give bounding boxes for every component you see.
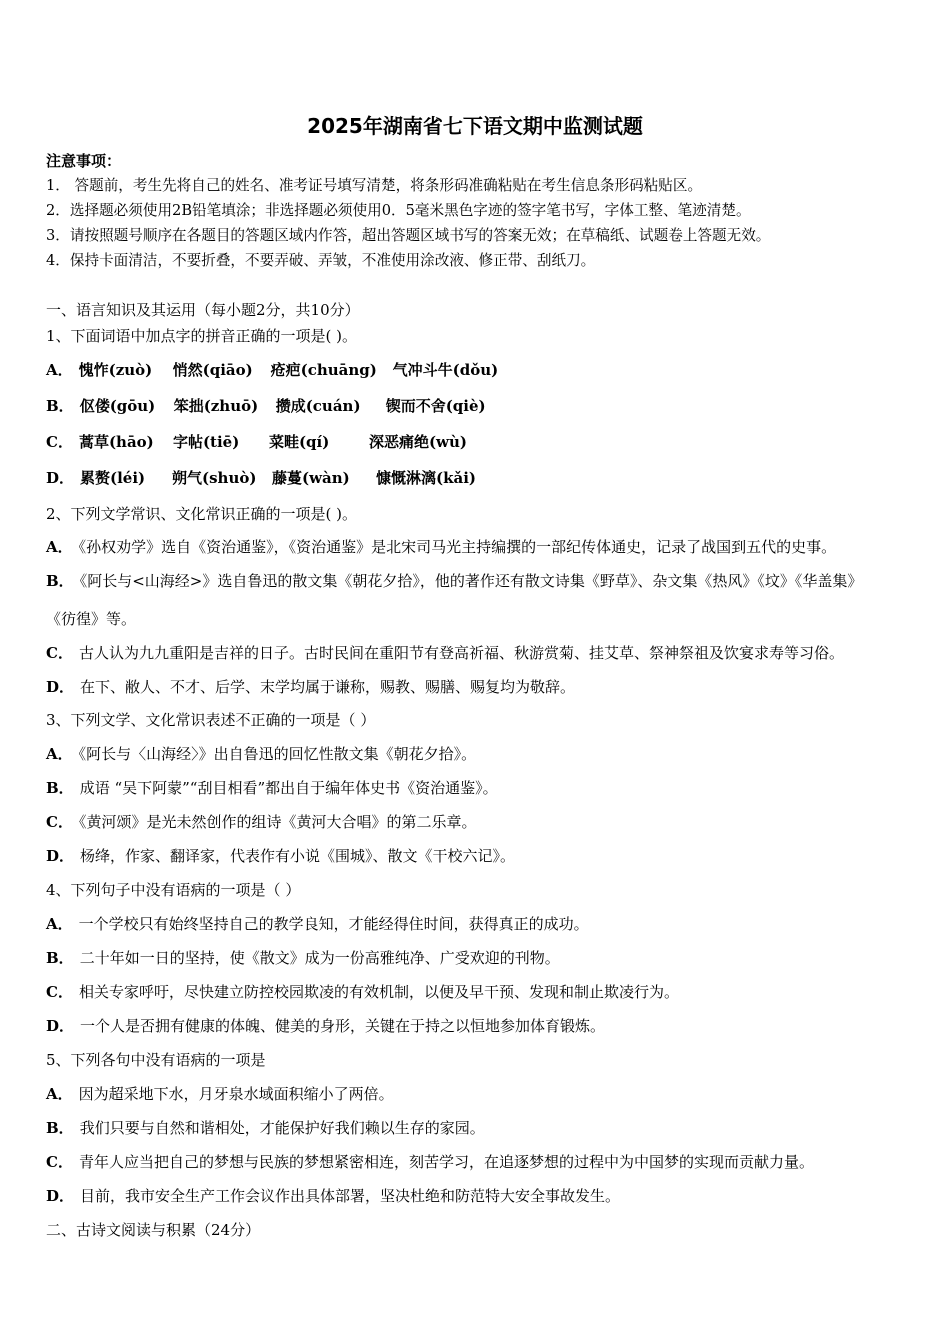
q1-option-d[interactable] (46, 468, 476, 488)
option-term: 笨拙(zhuō) (173, 397, 259, 415)
option-label: A． (46, 1085, 73, 1103)
section-1-heading: 一、语言知识及其运用（每小题2分，共10分） (46, 301, 360, 319)
option-term: 锲而不舍(qiè) (385, 397, 486, 415)
q4-option-d[interactable] (46, 1016, 605, 1036)
option-text: 目前，我市安全生产工作会议作出具体部署，坚决杜绝和防范特大安全事故发生。 (80, 1187, 621, 1205)
q3-option-b[interactable] (46, 778, 498, 798)
option-text: 我们只要与自然和谐相处，才能保护好我们赖以生存的家园。 (79, 1119, 485, 1137)
q2-option-c[interactable] (46, 643, 844, 663)
option-term: 疮疤(chuāng) (270, 361, 377, 379)
option-term: 累赘(léi) (80, 469, 146, 487)
option-term: 菜畦(qí) (268, 433, 330, 451)
option-label: A． (46, 361, 73, 379)
option-term: 朔气(shuò) (172, 469, 257, 487)
option-text: 《阿长与〈山海经〉》出自鲁迅的回忆性散文集《朝花夕拾》。 (78, 745, 477, 763)
option-text: 一个人是否拥有健康的体魄、健美的身形，关键在于持之以恒地参加体育锻炼。 (80, 1017, 606, 1035)
option-label: D． (46, 847, 75, 865)
option-term: 深恶痛绝(wù) (368, 433, 467, 451)
option-text: 青年人应当把自己的梦想与民族的梦想紧密相连，刻苦学习，在追逐梦想的过程中为中国梦的实现而贡献力量。 (78, 1153, 814, 1171)
q1-option-c[interactable] (46, 432, 467, 452)
option-label: A． (46, 745, 73, 763)
question-3-stem: 3、下列文学、文化常识表述不正确的一项是（ ） (46, 711, 376, 729)
option-text: 因为超采地下水，月牙泉水域面积缩小了两倍。 (78, 1085, 394, 1103)
page-title: 2025年湖南省七下语文期中监测试题 (307, 114, 643, 138)
option-label: B． (46, 949, 74, 967)
option-term: 字帖(tiē) (172, 433, 240, 451)
option-label: A． (46, 538, 73, 556)
question-4-stem: 4、下列句子中没有语病的一项是（ ） (46, 881, 301, 899)
option-label: B． (46, 397, 74, 415)
question-5-stem: 5、下列各句中没有语病的一项是 (46, 1051, 266, 1069)
option-term: 悄然(qiāo) (172, 361, 253, 379)
option-label: B． (46, 779, 74, 797)
q1-option-a[interactable] (46, 360, 498, 380)
option-term: 气冲斗牛(dǒu) (392, 361, 499, 379)
q2-option-d[interactable] (46, 677, 575, 697)
option-text: 《孙权劝学》选自《资治通鉴》，《资治通鉴》是北宋司马光主持编撰的一部纪传体通史，记录了战国到五代的史事。 (78, 538, 837, 556)
option-label: B． (46, 572, 74, 590)
option-text: 杨绛，作家、翻译家，代表作有小说《围城》、散文《干校六记》。 (80, 847, 516, 865)
option-term: 攒成(cuán) (275, 397, 361, 415)
option-text: 一个学校只有始终坚持自己的教学良知，才能经得住时间，获得真正的成功。 (78, 915, 589, 933)
option-text: 成语 “吴下阿蒙”“刮目相看”都出自于编年体史书《资治通鉴》。 (79, 779, 498, 797)
q5-option-b[interactable] (46, 1118, 485, 1138)
option-label: D． (46, 1017, 75, 1035)
q1-option-b[interactable] (46, 396, 486, 416)
q3-option-d[interactable] (46, 846, 515, 866)
q3-option-a[interactable] (46, 744, 476, 764)
option-label: A． (46, 915, 73, 933)
option-label: C． (46, 983, 73, 1001)
notice-heading: 注意事项： (46, 152, 122, 170)
q2-option-a[interactable] (46, 537, 836, 557)
q4-option-c[interactable] (46, 982, 679, 1002)
option-text: 《黄河颂》是光未然创作的组诗《黄河大合唱》的第二乐章。 (78, 813, 477, 831)
section-2-heading: 二、古诗文阅读与积累（24分） (46, 1221, 261, 1239)
option-label: C． (46, 644, 73, 662)
q2-option-b[interactable] (46, 571, 862, 591)
option-label: B． (46, 1119, 74, 1137)
option-term: 藤蔓(wàn) (272, 469, 350, 487)
option-label: D． (46, 1187, 75, 1205)
option-label: C． (46, 1153, 73, 1171)
option-label: C． (46, 813, 73, 831)
option-term: 蒿草(hāo) (78, 433, 154, 451)
q4-option-b[interactable] (46, 948, 560, 968)
question-2-stem: 2、下列文学常识、文化常识正确的一项是( )。 (46, 505, 358, 523)
notice-item-2: 2．选择题必须使用2B铅笔填涂；非选择题必须使用0．5毫米黑色字迹的签字笔书写，字体工整、笔迹清楚。 (46, 202, 751, 219)
option-label: D． (46, 469, 75, 487)
option-term: 伛偻(gōu) (79, 397, 156, 415)
q5-option-c[interactable] (46, 1152, 814, 1172)
notice-item-1: 1． 答题前，考生先将自己的姓名、准考证号填写清楚，将条形码准确粘贴在考生信息条形码粘贴区。 (46, 177, 703, 194)
q2-option-b-continuation: 《彷徨》等。 (46, 610, 137, 628)
option-label: D． (46, 678, 75, 696)
option-text: 二十年如一日的坚持，使《散文》成为一份高雅纯净、广受欢迎的刊物。 (79, 949, 560, 967)
option-term: 慷慨淋漓(kǎi) (376, 469, 477, 487)
option-text: 相关专家呼吁，尽快建立防控校园欺凌的有效机制，以便及早干预、发现和制止欺凌行为。 (78, 983, 679, 1001)
question-1-stem: 1、下面词语中加点字的拼音正确的一项是( )。 (46, 327, 358, 345)
q5-option-d[interactable] (46, 1186, 620, 1206)
q3-option-c[interactable] (46, 812, 476, 832)
q4-option-a[interactable] (46, 914, 589, 934)
option-text: 古人认为九九重阳是吉祥的日子。古时民间在重阳节有登高祈福、秋游赏菊、挂艾草、祭神祭祖及饮宴求寿等习俗。 (78, 644, 844, 662)
option-label: C． (46, 433, 73, 451)
option-term: 愧怍(zuò) (78, 361, 153, 379)
notice-item-3: 3．请按照题号顺序在各题目的答题区域内作答，超出答题区域书写的答案无效；在草稿纸、试题卷上答题无效。 (46, 227, 771, 244)
option-text: 《阿长与<山海经>》选自鲁迅的散文集《朝花夕拾》，他的著作还有散文诗集《野草》、杂文集《热风》《坟》《华盖集》 (79, 572, 863, 590)
q5-option-a[interactable] (46, 1084, 394, 1104)
notice-item-4: 4．保持卡面清洁，不要折叠，不要弄破、弄皱，不准使用涂改液、修正带、刮纸刀。 (46, 252, 596, 269)
option-text: 在下、敝人、不才、后学、末学均属于谦称，赐教、赐膳、赐复均为敬辞。 (80, 678, 576, 696)
